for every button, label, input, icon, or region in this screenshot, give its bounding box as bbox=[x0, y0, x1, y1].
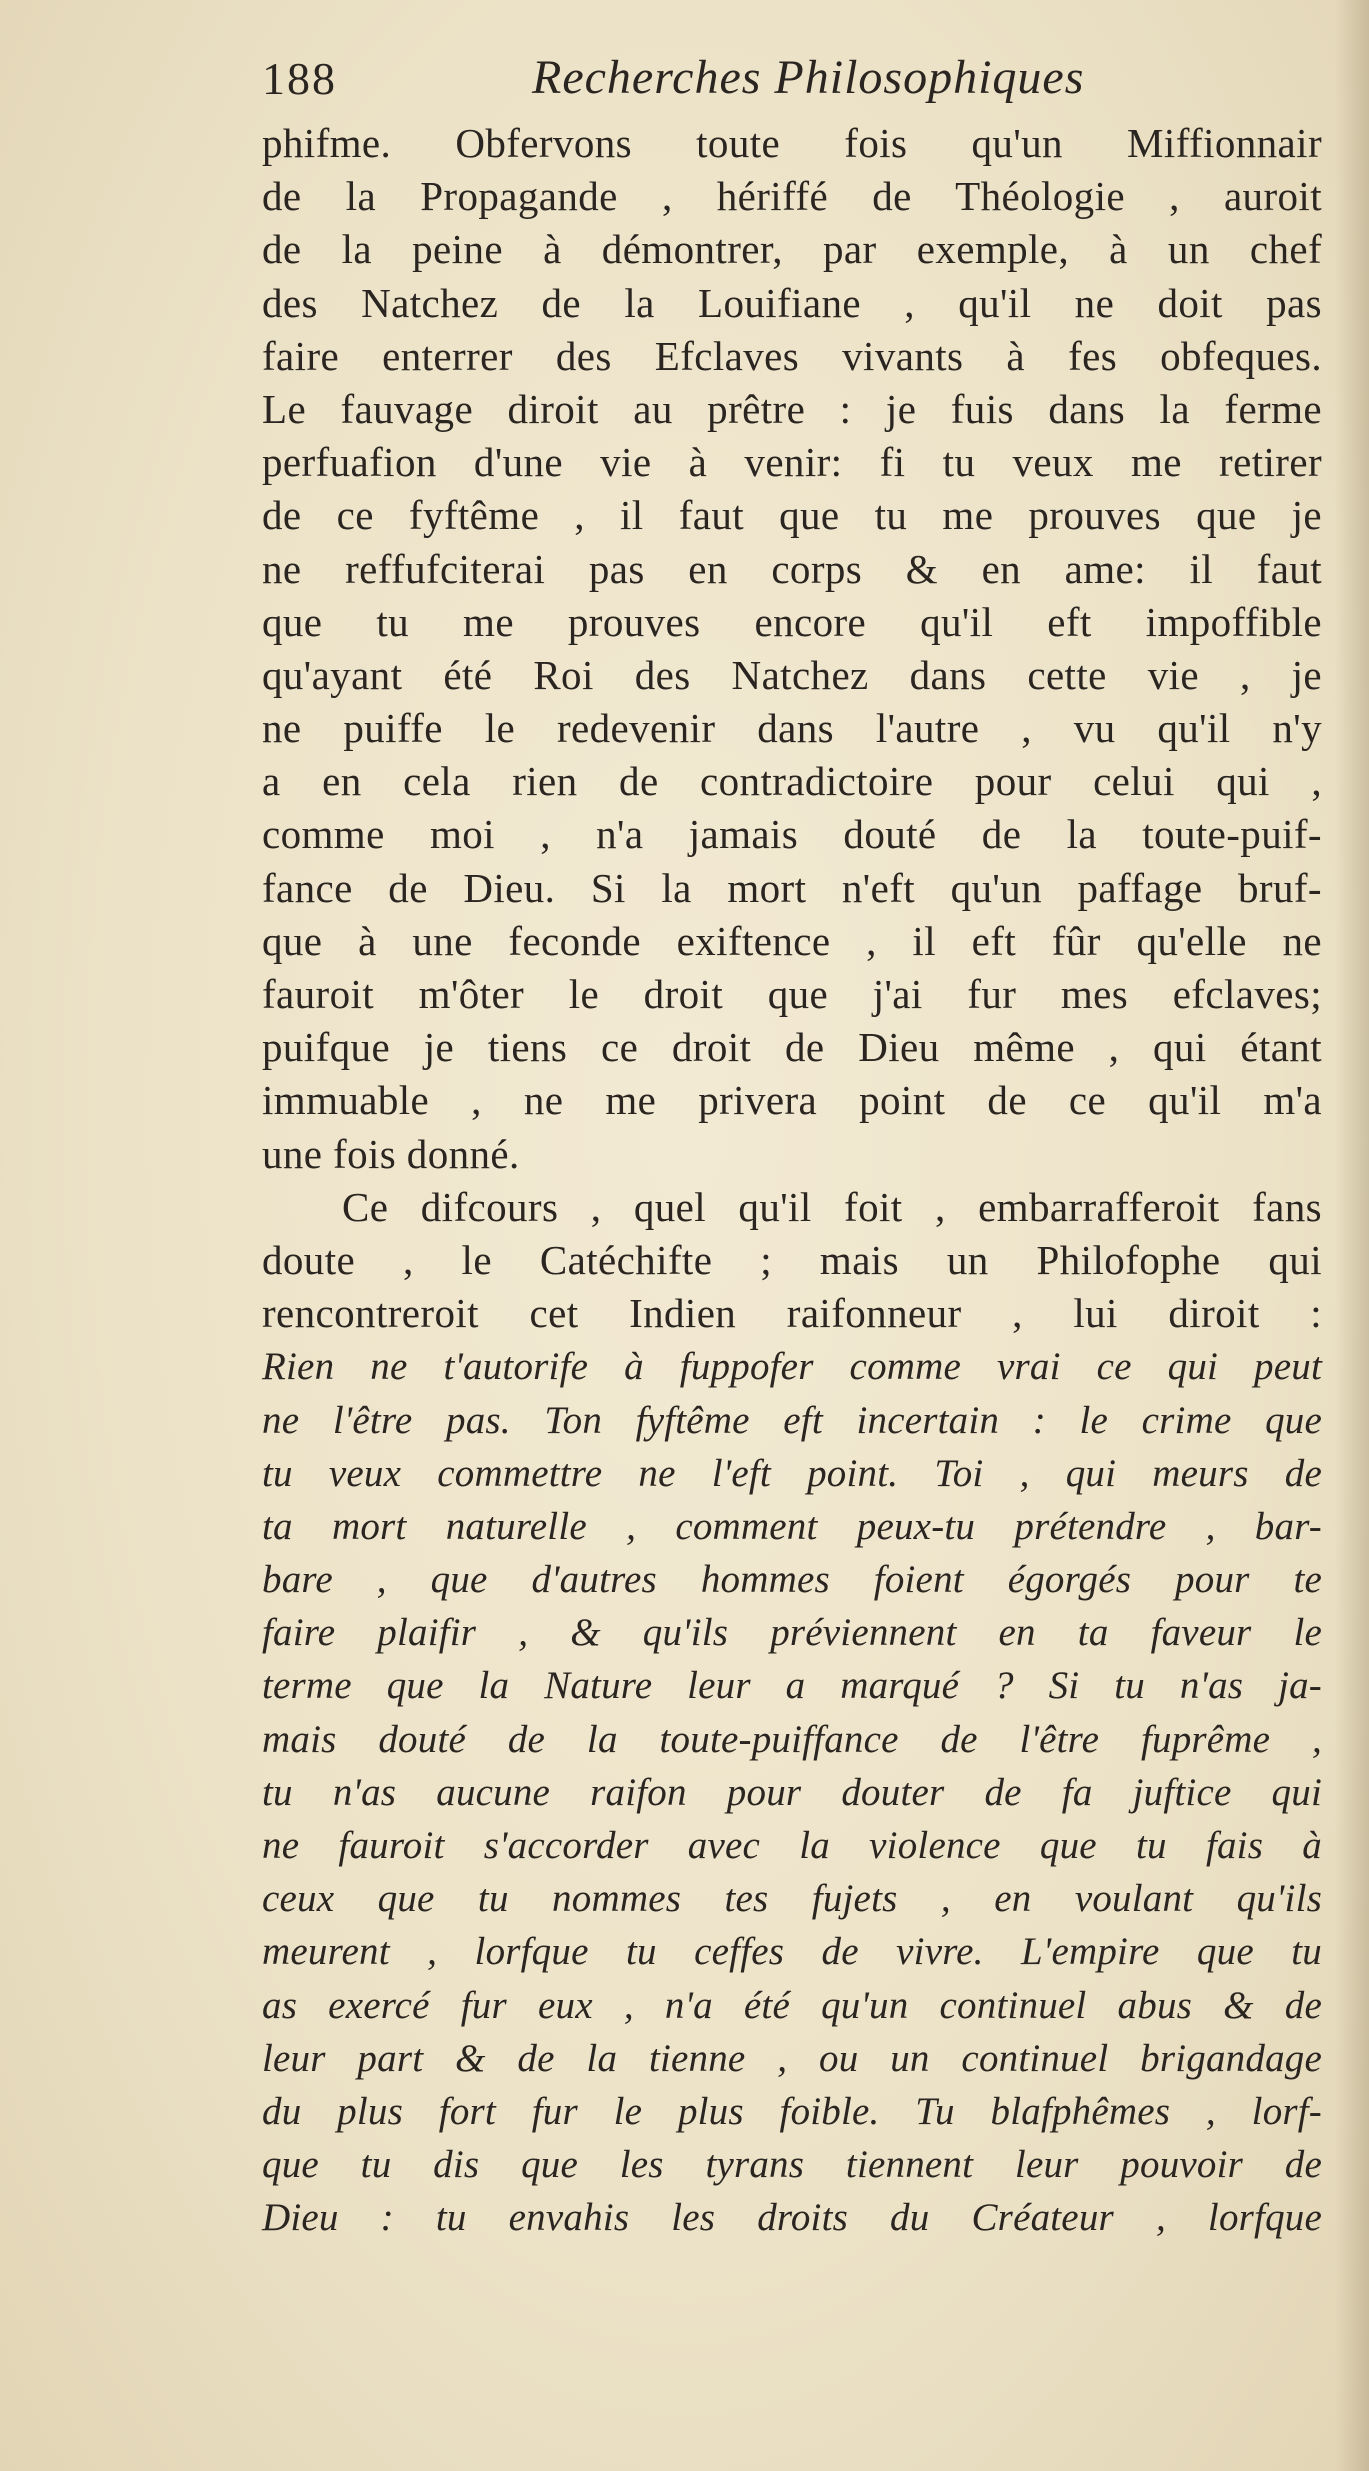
text-line: leur part & de la tienne , ou un continuel brigandage bbox=[262, 2036, 1322, 2080]
text-line: que à une feconde exiftence , il eft fûr qu'elle ne bbox=[262, 917, 1322, 964]
text-line: ne reffufciterai pas en corps & en ame: il faut bbox=[262, 545, 1322, 592]
text-line: ne l'être pas. Ton fyftême eft incertain : le crime que bbox=[262, 1398, 1322, 1442]
text-line: faire enterrer des Efclaves vivants à fes obfeques. bbox=[262, 332, 1322, 379]
text-line: mais douté de la toute-puiffance de l'être fuprême , bbox=[262, 1717, 1322, 1761]
text-line: Rien ne t'autorife à fuppofer comme vrai ce qui peut bbox=[262, 1345, 1322, 1389]
text-line: immuable , ne me privera point de ce qu'il m'a bbox=[262, 1077, 1322, 1124]
text-line: doute , le Catéchifte ; mais un Philofophe qui bbox=[262, 1236, 1322, 1283]
running-head: Recherches Philosophiques bbox=[532, 51, 1085, 104]
text-line: phifme. Obfervons toute fois qu'un Miffionnair bbox=[262, 120, 1322, 166]
text-line: tu n'as aucune raifon pour douter de fa juftice qui bbox=[262, 1770, 1322, 1814]
text-line: qu'ayant été Roi des Natchez dans cette vie , je bbox=[262, 651, 1322, 698]
text-line: ta mort naturelle , comment peux-tu prétendre , bar- bbox=[262, 1504, 1322, 1548]
text-line: as exercé fur eux , n'a été qu'un continuel abus & de bbox=[262, 1983, 1322, 2027]
text-line: rencontreroit cet Indien raifonneur , lui diroit : bbox=[262, 1290, 1322, 1337]
text-line: meurent , lorfque tu ceffes de vivre. L'empire que tu bbox=[262, 1930, 1322, 1974]
text-line: ne fauroit s'accorder avec la violence que tu fais à bbox=[262, 1824, 1322, 1867]
text-body bbox=[262, 117, 1342, 2245]
text-line: ceux que tu nommes tes fujets , en voulant qu'ils bbox=[262, 1877, 1322, 1921]
page-header bbox=[262, 44, 1322, 124]
text-line: que tu me prouves encore qu'il eft impoffible bbox=[262, 598, 1322, 645]
text-line: une fois donné. bbox=[262, 1130, 520, 1177]
text-line: faire plaifir , & qu'ils préviennent en ta faveur le bbox=[262, 1611, 1322, 1655]
text-line: puifque je tiens ce droit de Dieu même , qui étant bbox=[262, 1024, 1322, 1071]
text-line: que tu dis que les tyrans tiennent leur pouvoir de bbox=[262, 2143, 1322, 2187]
text-line: du plus fort fur le plus foible. Tu blafphêmes , lorf- bbox=[262, 2089, 1322, 2133]
page-number: 188 bbox=[262, 53, 337, 104]
text-line: de ce fyftême , il faut que tu me prouves que je bbox=[262, 492, 1322, 539]
text-line: fance de Dieu. Si la mort n'eft qu'un paffage bruf- bbox=[262, 864, 1322, 911]
text-line: comme moi , n'a jamais douté de la toute-puif- bbox=[262, 811, 1322, 858]
text-line: ne puiffe le redevenir dans l'autre , vu qu'il n'y bbox=[262, 705, 1322, 752]
text-line: tu veux commettre ne l'eft point. Toi , qui meurs de bbox=[262, 1451, 1322, 1495]
text-line: Le fauvage diroit au prêtre : je fuis dans la ferme bbox=[262, 385, 1322, 432]
text-line: fauroit m'ôter le droit que j'ai fur mes efclaves; bbox=[262, 971, 1322, 1017]
text-line: de la Propagande , hériffé de Théologie , auroit bbox=[262, 173, 1322, 220]
text-line: Dieu : tu envahis les droits du Créateur , lorfque bbox=[262, 2196, 1322, 2240]
text-line: de la peine à démontrer, par exemple, à un chef bbox=[262, 226, 1322, 273]
text-line: des Natchez de la Louifiane , qu'il ne doit pas bbox=[262, 279, 1322, 326]
text-line: terme que la Nature leur a marqué ? Si tu n'as ja- bbox=[262, 1664, 1322, 1708]
text-line: bare , que d'autres hommes foient égorgés pour te bbox=[262, 1558, 1322, 1602]
text-line: a en cela rien de contradictoire pour celui qui , bbox=[262, 758, 1322, 805]
text-line: Ce difcours , quel qu'il foit , embarrafferoit fans bbox=[342, 1183, 1322, 1230]
text-line: perfuafion d'une vie à venir: fi tu veux me retirer bbox=[262, 439, 1322, 486]
